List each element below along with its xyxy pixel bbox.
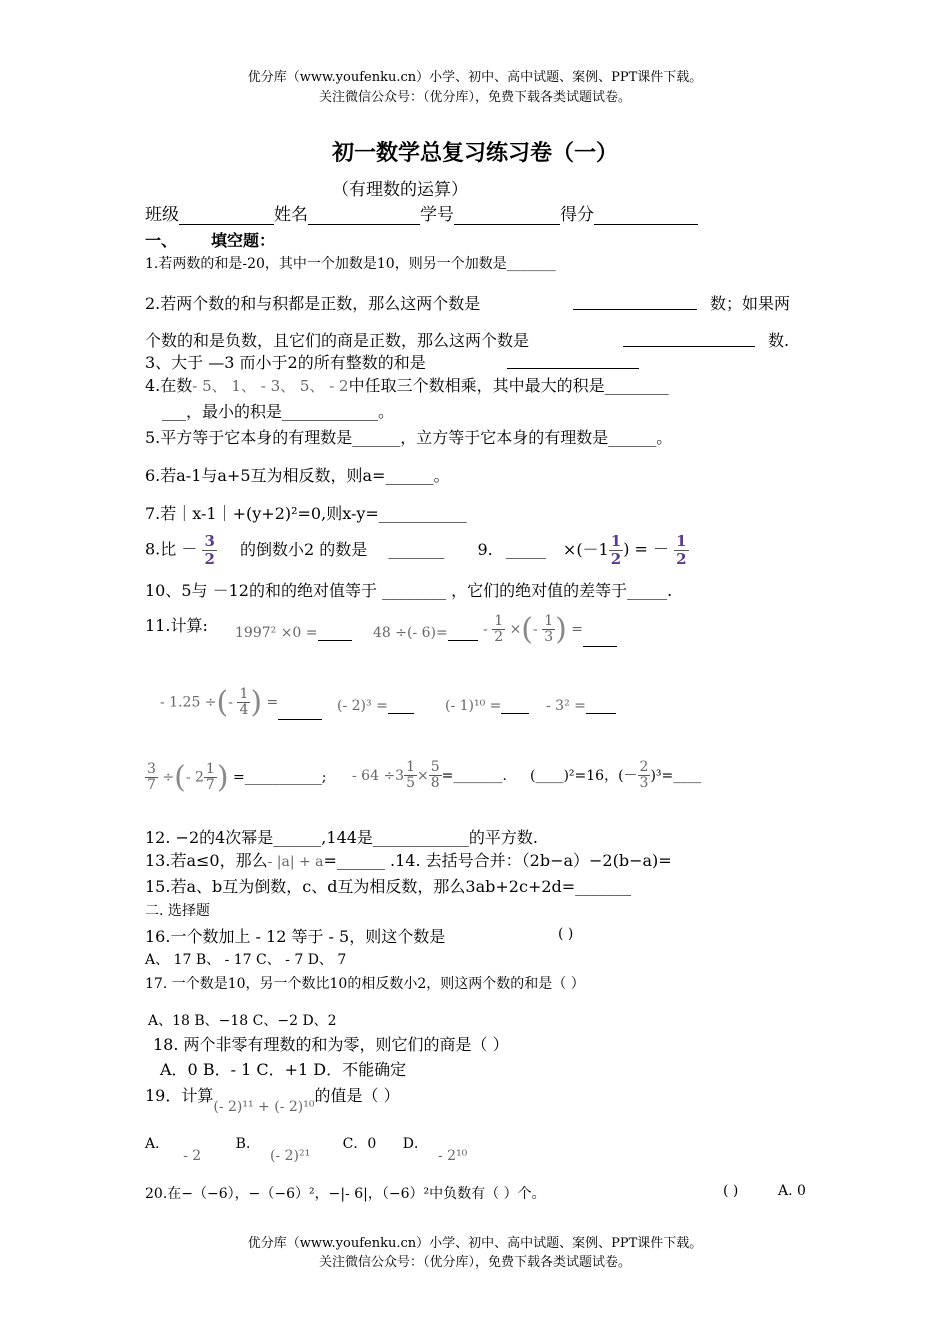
question-19: 19．计算(- 2)¹¹ + (- 2)¹⁰的值是（ ） [145,1086,400,1115]
question-5: 5.平方等于它本身的有理数是______，立方等于它本身的有理数是______。 [145,428,673,447]
question-18: 18. 两个非零有理数的和为零，则它们的商是（ ） [153,1035,509,1054]
question-17: 17. 一个数是10，另一个数比10的相反数小2，则这两个数的和是（ ） [145,976,585,992]
question-2-blank-2[interactable] [623,330,755,347]
calc-9-fraction-2: $\frac{5}{8}$ [430,759,440,792]
question-1: 1.若两数的和是-20，其中一个加数是10，则另一个加数是_______ [145,256,556,272]
header-line-1: 优分库（www.youfenku.cn）小学、初中、高中试题、案例、PPT课件下载。 [247,70,703,85]
question-16: 16.一个数加上 - 12 等于 - 5，则这个数是 [145,927,446,946]
score-blank[interactable] [594,208,698,225]
question-2-part-d: 数. [768,331,790,350]
calc-1: 1997² ×0 = [235,625,352,641]
student-info-line [145,200,698,225]
question-19-options: A．- 2 B．(- 2)²¹ C．0 D．- 2¹⁰ [145,1136,468,1164]
class-label: 班级 [145,205,179,225]
calc-8-fraction-2: $\frac{1}{7}$ [205,760,215,793]
number-label: 学号 [420,205,454,225]
question-20-answer-paren[interactable]: ( ) [723,1183,739,1199]
calc-7: - 3² = [546,698,616,714]
calc-9-fraction-1: $\frac{1}{5}$ [406,759,416,792]
question-4-part-b: 中任取三个数相乘，其中最大的积是________ [348,376,669,395]
question-4 [145,373,669,396]
calc-8-fraction-1: $\frac{3}{7}$ [147,760,156,793]
class-blank[interactable] [179,208,274,225]
question-10: 10、5与 －12的和的绝对值等于 ________ ，它们的绝对值的差等于_____. [145,581,673,600]
question-7: 7.若｜x-1｜+(y+2)²=0,则x-y=___________ [145,504,467,523]
name-blank[interactable] [308,208,420,225]
header-line-2: 关注微信公众号：（优分库），免费下载各类试题试卷。 [318,90,631,105]
calc-3-fraction-1: $\frac{1}{2}$ [494,612,504,645]
calc-4: - 1.25 ÷(- $\frac{1}{4}$ ) = [160,685,322,720]
section-1-title: 填空题： [211,231,276,250]
question-9-fraction-1: $\frac{1}{2}$ [610,532,622,568]
question-2-part-a: 2.若两个数的和与积都是正数，那么这两个数是 [145,294,481,313]
question-2-blank-1[interactable] [573,293,697,310]
question-16-answer-paren[interactable]: ( ) [558,926,574,942]
question-3-blank[interactable] [507,352,639,369]
footer-line-2: 关注微信公众号：（优分库），免费下载各类试题试卷。 [318,1255,631,1270]
calc-8: $\frac{3}{7}$ ÷(- 2 $\frac{1}{7}$ ) =___________; [147,760,327,795]
question-16-options: A、 17 B、 - 17 C、 - 7 D、 7 [145,952,347,968]
question-8-9-line [145,533,689,567]
calc-10: (____)²=16，(－ $\frac{2}{3}$ )³=____ [530,759,702,792]
name-label: 姓名 [274,205,308,225]
score-label: 得分 [560,205,594,225]
calc-5: (- 2)³ = [337,698,414,714]
question-8-blank[interactable]: _______ [388,539,445,559]
question-9-part-b: ×(－1 [562,539,609,559]
question-8-fraction: $\frac{3}{2}$ [204,532,215,568]
question-11-label: 11.计算: [145,616,208,635]
question-20: 20.在−（−6），−（−6）²，−|- 6|，（−6）²中负数有（ ）个。 [145,1186,546,1202]
question-4-numbers: - 5、 1、 - 3、 5、 - 2 [192,377,349,395]
calc-4-fraction: $\frac{1}{4}$ [239,685,249,718]
number-blank[interactable] [454,208,560,225]
section-2-title: 二. 选择题 [145,903,210,919]
question-9-part-a: 9. [477,539,493,559]
calc-3: - $\frac{1}{2}$ ×(- $\frac{1}{3}$ ) = [483,612,617,647]
calc-10-fraction: $\frac{2}{3}$ [639,759,649,792]
question-20-option-a: A. 0 [778,1183,806,1199]
section-1-number: 一、 [145,231,178,250]
question-2-part-b: 数；如果两 [710,294,791,313]
question-18-options: A．0 B．- 1 C．+1 D．不能确定 [160,1060,407,1079]
question-13-expression: - |a| + a [267,854,324,870]
calc-6: (- 1)¹⁰ = [445,698,529,714]
question-8-part-a: 8.比 － [145,539,198,559]
question-9-fraction-2: $\frac{1}{2}$ [676,532,687,568]
question-12: 12. −2的4次幂是______,144是____________的平方数. [145,828,539,847]
question-13-14: 13.若a≤0，那么- |a| + a=______ .14. 去括号合并：（2b−a）−2(b−a)= [145,851,672,870]
question-4-part-c: ___，最小的积是____________。 [162,402,395,421]
question-15: 15.若a、b互为倒数，c、d互为相反数，那么3ab+2c+2d=_______ [145,877,632,896]
question-8-part-b: 的倒数小2 的数是 [239,539,368,559]
question-2-part-c: 个数的和是负数，且它们的商是正数，那么这两个数是 [145,331,530,350]
calc-9: - 64 ÷3 $\frac{1}{5}$ × $\frac{5}{8}$ =_______. [352,759,507,792]
calc-2: 48 ÷(- 6)= [373,625,478,641]
question-6: 6.若a-1与a+5互为相反数，则a=______。 [145,466,450,485]
question-9-part-c: ) = － [623,539,670,559]
page-title: 初一数学总复习练习卷（一） [331,140,618,166]
calc-3-fraction-2: $\frac{1}{3}$ [544,612,554,645]
question-3: 3、大于 —3 而小于2的所有整数的和是 [145,353,426,372]
question-4-part-a: 4.在数 [145,376,193,395]
question-17-options: A、18 B、−18 C、−2 D、2 [148,1013,337,1029]
question-9-blank[interactable]: _____ [505,539,546,559]
footer-line-1: 优分库（www.youfenku.cn）小学、初中、高中试题、案例、PPT课件下载。 [247,1236,703,1251]
question-19-expression: (- 2)¹¹ + (- 2)¹⁰ [213,1099,315,1115]
page-subtitle: （有理数的运算） [332,180,468,200]
